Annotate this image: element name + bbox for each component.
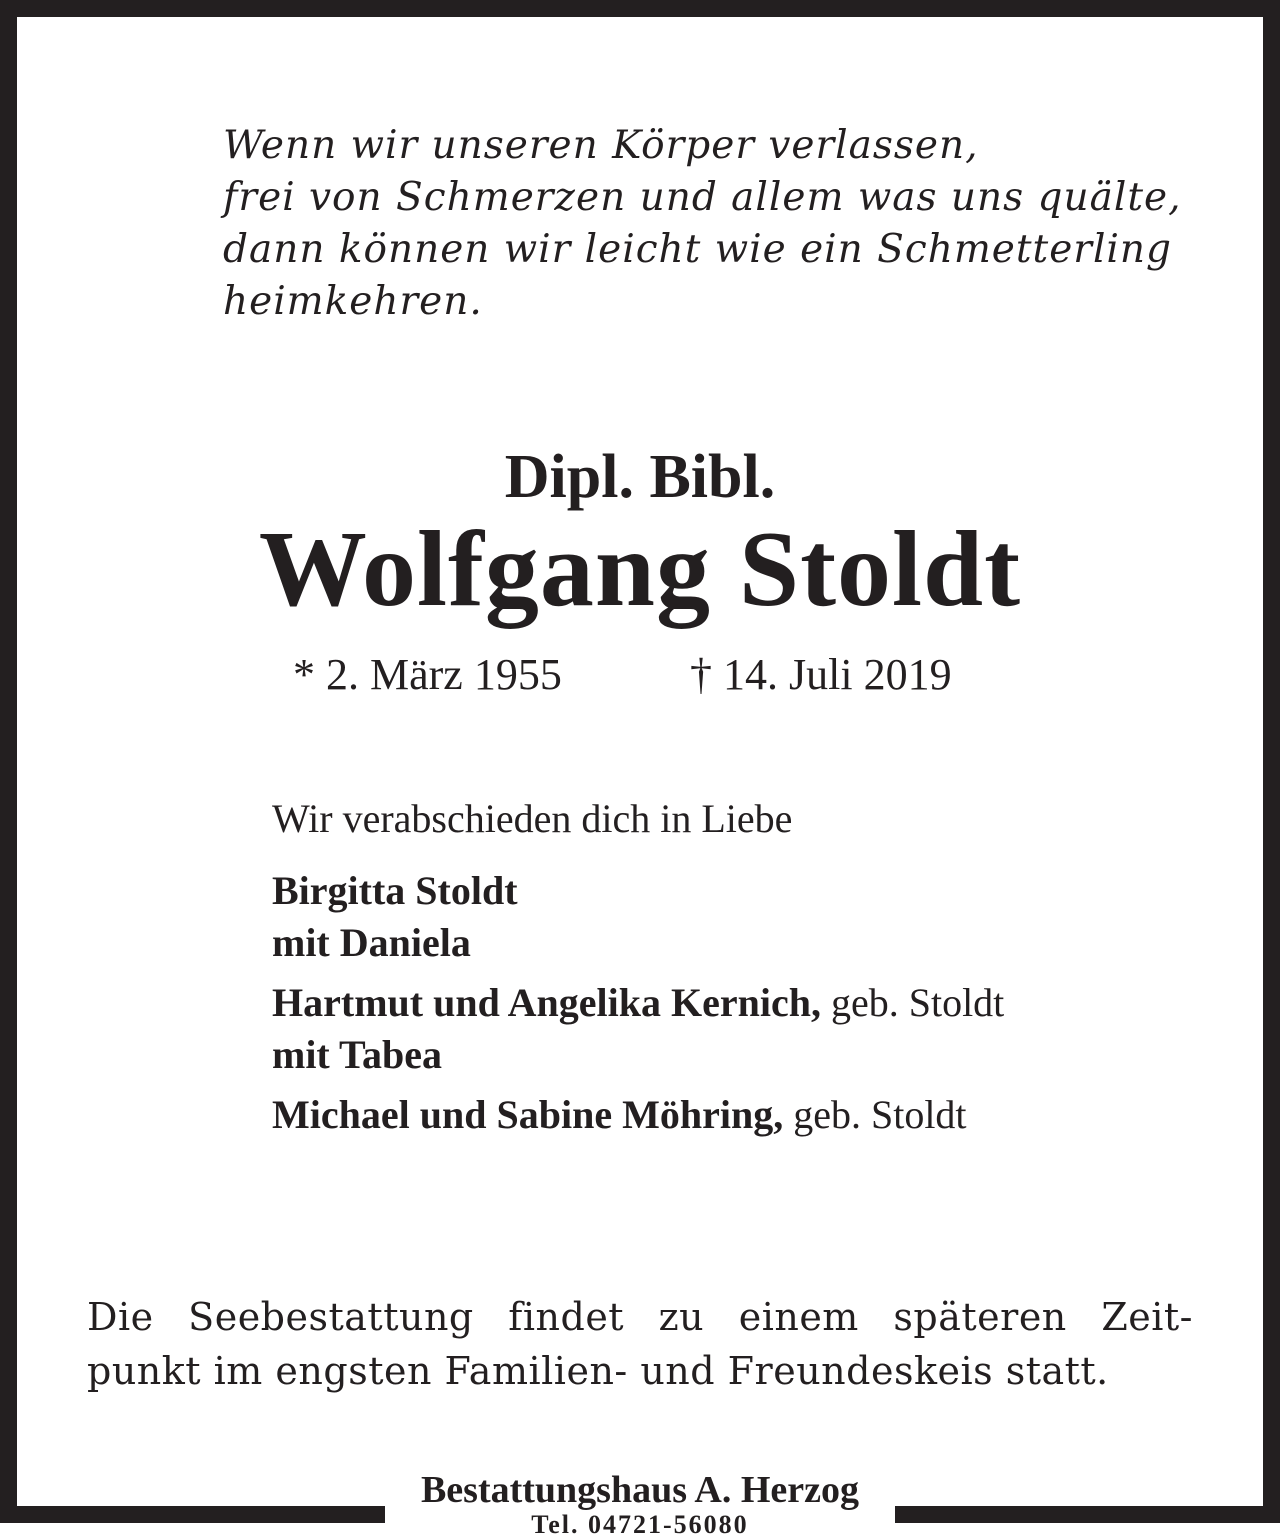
poem-line: Wenn wir unseren Körper verlassen, (223, 123, 979, 168)
academic-title: Dipl. Bibl. (504, 443, 776, 511)
mourner-name: Michael und Sabine Möhring, (272, 1092, 784, 1137)
maiden-name: geb. Stoldt (783, 1092, 967, 1137)
notice-line: Die Seebestattung findet zu einem späteren Zeit- (87, 1295, 1193, 1339)
notice-line: punkt im engsten Familien- und Freundeskeis statt. (87, 1349, 1109, 1393)
mourners-list (272, 865, 1004, 1141)
mourner-name: Hartmut und Angelika Kernich, (272, 980, 821, 1025)
mourner-entry (272, 1029, 1004, 1081)
mourner-entry (272, 917, 1004, 969)
memorial-poem (223, 120, 1223, 328)
mourner-name: mit Tabea (272, 1032, 443, 1077)
funeral-home-name: Bestattungshaus A. Herzog (420, 1469, 860, 1511)
death-date: † 14. Juli 2019 (690, 650, 952, 699)
funeral-home-phone: Tel. 04721-56080 (531, 1510, 749, 1539)
birth-date: * 2. März 1955 (293, 650, 562, 699)
border-right (1263, 0, 1280, 1523)
mourner-name: Birgitta Stoldt (272, 868, 518, 913)
burial-notice (87, 1290, 1193, 1398)
poem-line: frei von Schmerzen und allem was uns quälte, (223, 175, 1182, 220)
border-top (0, 0, 1280, 17)
border-bottom-left (0, 1506, 385, 1523)
deceased-name: Wolfgang Stoldt (258, 510, 1022, 629)
border-left (0, 0, 17, 1523)
farewell-text: Wir verabschieden dich in Liebe (272, 796, 793, 841)
mourner-entry (272, 977, 1004, 1029)
poem-line: dann können wir leicht wie ein Schmetterling (223, 227, 1172, 272)
maiden-name: geb. Stoldt (820, 980, 1005, 1025)
mourner-name: mit Daniela (272, 920, 471, 965)
poem-line: heimkehren. (223, 279, 483, 324)
border-bottom-right (895, 1506, 1280, 1523)
mourner-entry (272, 865, 1004, 917)
mourner-entry (272, 1089, 1004, 1141)
